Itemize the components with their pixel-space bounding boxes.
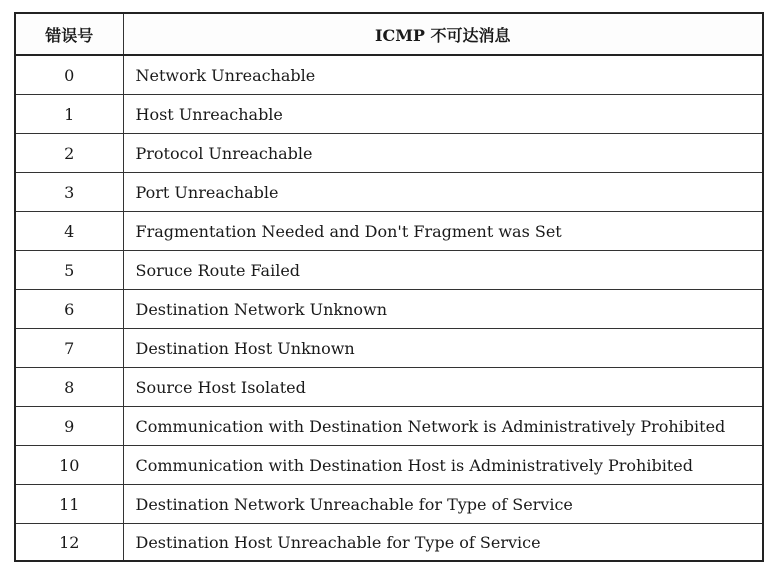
table-row bbox=[15, 212, 763, 251]
table-row bbox=[15, 95, 763, 134]
table-row bbox=[15, 329, 763, 368]
message-cell: Fragmentation Needed and Don't Fragment was Set bbox=[123, 212, 763, 251]
table-row bbox=[15, 446, 763, 485]
message-cell: Host Unreachable bbox=[123, 95, 763, 134]
error-code-cell: 2 bbox=[15, 134, 123, 173]
table-row bbox=[15, 173, 763, 212]
table-row bbox=[15, 485, 763, 524]
header-icmp-message: ICMP 不可达消息 bbox=[123, 13, 763, 55]
message-cell: Communication with Destination Network is Administratively Prohibited bbox=[123, 407, 763, 446]
error-code-cell: 11 bbox=[15, 485, 123, 524]
message-cell: Soruce Route Failed bbox=[123, 251, 763, 290]
message-cell: Port Unreachable bbox=[123, 173, 763, 212]
table-row bbox=[15, 251, 763, 290]
table-row bbox=[15, 407, 763, 446]
message-cell: Destination Host Unreachable for Type of Service bbox=[123, 524, 763, 562]
icmp-unreachable-table bbox=[14, 12, 764, 562]
error-code-cell: 1 bbox=[15, 95, 123, 134]
error-code-cell: 3 bbox=[15, 173, 123, 212]
table-row bbox=[15, 524, 763, 562]
error-code-cell: 5 bbox=[15, 251, 123, 290]
table-row bbox=[15, 368, 763, 407]
message-cell: Destination Host Unknown bbox=[123, 329, 763, 368]
message-cell: Destination Network Unknown bbox=[123, 290, 763, 329]
message-cell: Source Host Isolated bbox=[123, 368, 763, 407]
error-code-cell: 10 bbox=[15, 446, 123, 485]
table-header bbox=[15, 13, 763, 55]
table-row bbox=[15, 290, 763, 329]
message-cell: Network Unreachable bbox=[123, 55, 763, 95]
table-row bbox=[15, 134, 763, 173]
error-code-cell: 12 bbox=[15, 524, 123, 562]
error-code-cell: 0 bbox=[15, 55, 123, 95]
message-cell: Communication with Destination Host is Administratively Prohibited bbox=[123, 446, 763, 485]
error-code-cell: 4 bbox=[15, 212, 123, 251]
header-row bbox=[15, 13, 763, 55]
header-error-code: 错误号 bbox=[15, 13, 123, 55]
error-code-cell: 8 bbox=[15, 368, 123, 407]
message-cell: Protocol Unreachable bbox=[123, 134, 763, 173]
table-body bbox=[15, 55, 763, 561]
error-code-cell: 6 bbox=[15, 290, 123, 329]
table-row bbox=[15, 55, 763, 95]
message-cell: Destination Network Unreachable for Type of Service bbox=[123, 485, 763, 524]
icmp-unreachable-table-container bbox=[14, 12, 762, 562]
error-code-cell: 9 bbox=[15, 407, 123, 446]
error-code-cell: 7 bbox=[15, 329, 123, 368]
